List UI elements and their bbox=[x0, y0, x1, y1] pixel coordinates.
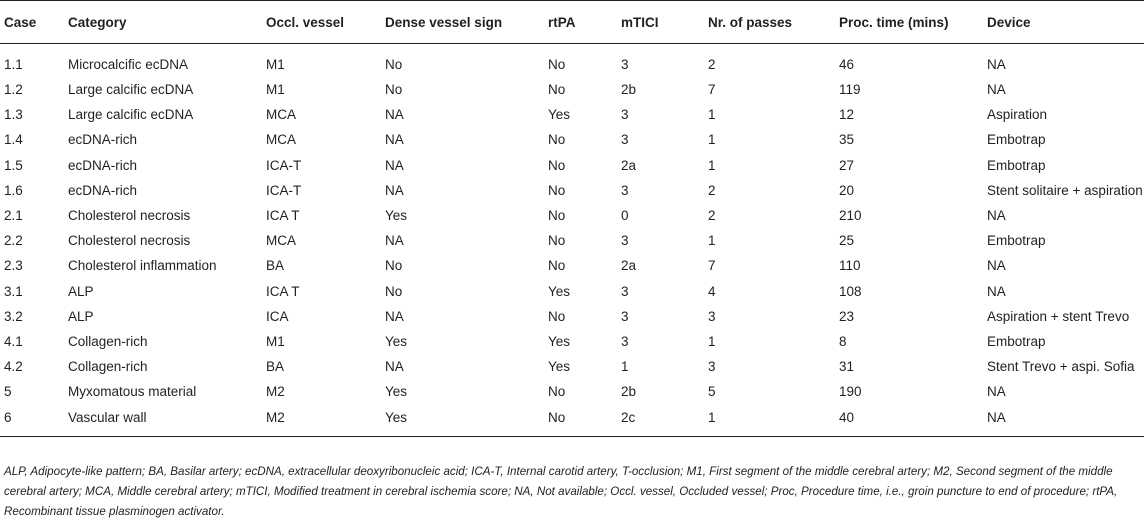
table-footnote: ALP, Adipocyte-like pattern; BA, Basilar artery; ecDNA, extracellular deoxyribonucleic acid; ICA-T, Internal carotid artery, T-occlusion; M1, First segment of the middle cerebral artery; M2, Second segment of the middle cerebral artery; MCA, Middle cerebral artery; mTICI, Modified treatment in cerebral ischemia score; NA, Not available; Occl. vessel, Occluded vessel; Proc, Procedure time, i.e., groin puncture to end of procedure; rtPA, Recombinant tissue plasminogen activator. bbox=[4, 465, 1118, 518]
cell-category: Collagen-rich bbox=[68, 359, 148, 375]
header-mtici: mTICI bbox=[621, 1, 708, 44]
cell-occluded-vessel: ICA T bbox=[266, 208, 300, 224]
cell-device: NA bbox=[987, 384, 1006, 400]
cell-dense-vessel-sign: NA bbox=[385, 359, 404, 375]
cell-occluded-vessel: BA bbox=[266, 258, 285, 274]
cell-device: Stent Trevo + aspi. Sofia bbox=[987, 359, 1135, 375]
cell-rtpa: No bbox=[548, 233, 566, 249]
cell-rtpa: No bbox=[548, 82, 566, 98]
cell-dense-vessel-sign: NA bbox=[385, 308, 404, 324]
cell-dense-vessel-sign: NA bbox=[385, 157, 404, 173]
cell-number-of-passes: 3 bbox=[708, 359, 716, 375]
cell-number-of-passes: 1 bbox=[708, 333, 716, 349]
cell-mtici: 3 bbox=[621, 333, 629, 349]
table-row bbox=[0, 354, 1144, 379]
cell-device: Embotrap bbox=[987, 233, 1046, 249]
header-rtpa: rtPA bbox=[548, 1, 621, 44]
cell-number-of-passes: 3 bbox=[708, 308, 716, 324]
cell-category: Cholesterol inflammation bbox=[68, 258, 217, 274]
cell-procedure-time: 31 bbox=[839, 359, 855, 375]
cell-mtici: 2b bbox=[621, 384, 637, 400]
cell-case: 5 bbox=[4, 384, 12, 400]
cell-rtpa: Yes bbox=[548, 359, 571, 375]
header-number-of-passes: Nr. of passes bbox=[708, 1, 839, 44]
cell-case: 1.3 bbox=[4, 107, 23, 123]
cell-occluded-vessel: ICA bbox=[266, 308, 289, 324]
cell-dense-vessel-sign: Yes bbox=[385, 208, 408, 224]
table-row bbox=[0, 44, 1144, 78]
cell-occluded-vessel: ICA T bbox=[266, 283, 300, 299]
cell-rtpa: No bbox=[548, 384, 566, 400]
cell-mtici: 2a bbox=[621, 157, 637, 173]
header-device: Device bbox=[987, 1, 1144, 44]
cell-category: ecDNA-rich bbox=[68, 157, 138, 173]
cell-procedure-time: 110 bbox=[839, 258, 861, 274]
cell-procedure-time: 8 bbox=[839, 333, 847, 349]
cell-case: 1.2 bbox=[4, 82, 23, 98]
table-body bbox=[0, 44, 1144, 437]
header-dense-vessel-sign: Dense vessel sign bbox=[385, 1, 548, 44]
cell-rtpa: No bbox=[548, 208, 566, 224]
cell-number-of-passes: 2 bbox=[708, 208, 716, 224]
cell-device: Embotrap bbox=[987, 157, 1046, 173]
cell-mtici: 2a bbox=[621, 258, 637, 274]
table-row bbox=[0, 279, 1144, 304]
cell-number-of-passes: 4 bbox=[708, 283, 716, 299]
cell-procedure-time: 12 bbox=[839, 107, 855, 123]
cell-device: NA bbox=[987, 258, 1006, 274]
cell-procedure-time: 108 bbox=[839, 283, 862, 299]
table-row bbox=[0, 178, 1144, 203]
cell-number-of-passes: 7 bbox=[708, 258, 716, 274]
cell-occluded-vessel: M1 bbox=[266, 57, 285, 72]
cell-category: Vascular wall bbox=[68, 404, 266, 436]
cell-device: NA bbox=[987, 283, 1006, 299]
cell-occluded-vessel: M1 bbox=[266, 333, 285, 349]
cell-category: Large calcific ecDNA bbox=[68, 82, 194, 98]
cell-mtici: 3 bbox=[621, 132, 629, 148]
table-row bbox=[0, 379, 1144, 404]
cell-procedure-time: 23 bbox=[839, 308, 855, 324]
cell-rtpa: No bbox=[548, 57, 566, 72]
table-row bbox=[0, 228, 1144, 253]
cell-device: NA bbox=[987, 82, 1006, 98]
cell-dense-vessel-sign: Yes bbox=[385, 384, 408, 400]
cell-device: Aspiration bbox=[987, 107, 1048, 123]
cell-case: 2.1 bbox=[4, 208, 23, 224]
table-row bbox=[0, 404, 1144, 436]
cell-occluded-vessel: MCA bbox=[266, 107, 296, 123]
cell-dense-vessel-sign: Yes bbox=[385, 404, 548, 436]
cell-category: Cholesterol necrosis bbox=[68, 208, 191, 224]
cell-category: Cholesterol necrosis bbox=[68, 233, 191, 249]
cell-dense-vessel-sign: NA bbox=[385, 107, 404, 123]
cell-rtpa: No bbox=[548, 157, 566, 173]
table-row bbox=[0, 304, 1144, 329]
cell-rtpa: No bbox=[548, 182, 566, 198]
cell-procedure-time: 190 bbox=[839, 384, 862, 400]
cell-occluded-vessel: ICA-T bbox=[266, 182, 302, 198]
cell-mtici: 2c bbox=[621, 404, 708, 436]
cell-case: 1.5 bbox=[4, 157, 23, 173]
table-row bbox=[0, 102, 1144, 127]
cell-category: Microcalcific ecDNA bbox=[68, 57, 189, 72]
cell-occluded-vessel: BA bbox=[266, 359, 285, 375]
table-row bbox=[0, 77, 1144, 102]
cell-procedure-time: 35 bbox=[839, 132, 855, 148]
cell-number-of-passes: 2 bbox=[708, 57, 716, 72]
header-category: Category bbox=[68, 1, 266, 44]
cell-dense-vessel-sign: NA bbox=[385, 233, 404, 249]
cell-number-of-passes: 7 bbox=[708, 82, 716, 98]
cell-category: Myxomatous material bbox=[68, 384, 197, 400]
cell-device: Embotrap bbox=[987, 132, 1046, 148]
cell-device: Embotrap bbox=[987, 333, 1046, 349]
cell-occluded-vessel: M1 bbox=[266, 82, 285, 98]
cell-dense-vessel-sign: No bbox=[385, 283, 403, 299]
cell-mtici: 3 bbox=[621, 57, 629, 72]
cell-mtici: 3 bbox=[621, 233, 629, 249]
cell-case: 3.2 bbox=[4, 308, 23, 324]
cell-number-of-passes: 5 bbox=[708, 384, 716, 400]
header-procedure-time: Proc. time (mins) bbox=[839, 1, 987, 44]
cell-case: 4.2 bbox=[4, 359, 23, 375]
cell-case: 1.1 bbox=[4, 57, 23, 72]
table-row bbox=[0, 153, 1144, 178]
cell-dense-vessel-sign: No bbox=[385, 258, 403, 274]
cell-dense-vessel-sign: No bbox=[385, 57, 403, 72]
cell-dense-vessel-sign: No bbox=[385, 82, 403, 98]
cell-occluded-vessel: M2 bbox=[266, 404, 385, 436]
cell-occluded-vessel: MCA bbox=[266, 132, 296, 148]
cell-case: 2.3 bbox=[4, 258, 23, 274]
table-header-row bbox=[0, 1, 1144, 44]
cell-procedure-time: 25 bbox=[839, 233, 855, 249]
cell-rtpa: Yes bbox=[548, 333, 571, 349]
cell-procedure-time: 27 bbox=[839, 157, 855, 173]
cell-device: NA bbox=[987, 404, 1144, 436]
cell-mtici: 0 bbox=[621, 208, 629, 224]
cell-number-of-passes: 1 bbox=[708, 157, 716, 173]
cell-rtpa: No bbox=[548, 132, 566, 148]
cell-case: 6 bbox=[0, 404, 68, 436]
cell-procedure-time: 40 bbox=[839, 404, 987, 436]
cell-device: Aspiration + stent Trevo bbox=[987, 308, 1130, 324]
cell-case: 4.1 bbox=[4, 333, 23, 349]
cell-case: 2.2 bbox=[4, 233, 23, 249]
cell-rtpa: No bbox=[548, 258, 566, 274]
cell-category: ALP bbox=[68, 308, 94, 324]
header-case: Case bbox=[0, 1, 68, 44]
cell-number-of-passes: 1 bbox=[708, 132, 716, 148]
cell-rtpa: No bbox=[548, 404, 621, 436]
cell-category: Large calcific ecDNA bbox=[68, 107, 194, 123]
cell-occluded-vessel: M2 bbox=[266, 384, 285, 400]
cell-rtpa: Yes bbox=[548, 283, 571, 299]
cell-case: 1.6 bbox=[4, 182, 23, 198]
cell-mtici: 3 bbox=[621, 182, 629, 198]
cell-category: Collagen-rich bbox=[68, 333, 148, 349]
cell-mtici: 2b bbox=[621, 82, 637, 98]
cell-mtici: 1 bbox=[621, 359, 629, 375]
cell-mtici: 3 bbox=[621, 283, 629, 299]
table-row bbox=[0, 203, 1144, 228]
header-occluded-vessel: Occl. vessel bbox=[266, 1, 385, 44]
cell-category: ALP bbox=[68, 283, 94, 299]
cell-category: ecDNA-rich bbox=[68, 132, 138, 148]
table-row bbox=[0, 253, 1144, 278]
cell-dense-vessel-sign: Yes bbox=[385, 333, 408, 349]
cell-occluded-vessel: MCA bbox=[266, 233, 296, 249]
cell-device: Stent solitaire + aspiration bbox=[987, 182, 1143, 198]
cell-occluded-vessel: ICA-T bbox=[266, 157, 302, 173]
cell-number-of-passes: 1 bbox=[708, 404, 839, 436]
cell-procedure-time: 46 bbox=[839, 57, 855, 72]
cell-rtpa: No bbox=[548, 308, 566, 324]
table-row bbox=[0, 127, 1144, 152]
cell-number-of-passes: 2 bbox=[708, 182, 716, 198]
cell-procedure-time: 20 bbox=[839, 182, 855, 198]
cell-mtici: 3 bbox=[621, 308, 629, 324]
cell-case: 1.4 bbox=[4, 132, 23, 148]
cell-number-of-passes: 1 bbox=[708, 107, 716, 123]
cell-mtici: 3 bbox=[621, 107, 629, 123]
cell-procedure-time: 210 bbox=[839, 208, 862, 224]
cell-number-of-passes: 1 bbox=[708, 233, 716, 249]
cell-device: NA bbox=[987, 57, 1006, 72]
table-row bbox=[0, 329, 1144, 354]
cell-dense-vessel-sign: NA bbox=[385, 132, 404, 148]
cell-rtpa: Yes bbox=[548, 107, 571, 123]
cell-category: ecDNA-rich bbox=[68, 182, 138, 198]
cell-procedure-time: 119 bbox=[839, 82, 861, 98]
cell-device: NA bbox=[987, 208, 1006, 224]
cell-case: 3.1 bbox=[4, 283, 23, 299]
cell-dense-vessel-sign: NA bbox=[385, 182, 404, 198]
